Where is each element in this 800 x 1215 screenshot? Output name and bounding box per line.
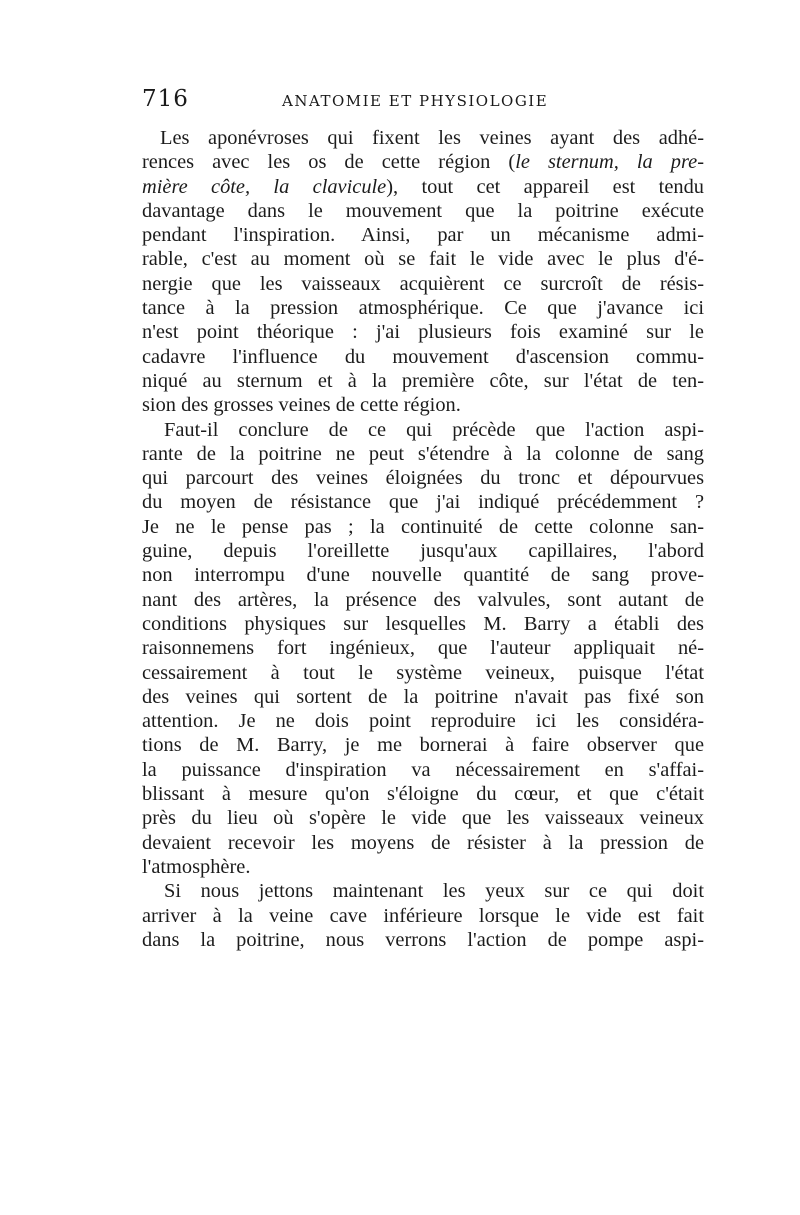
text-line: blissant à mesure qu'on s'éloigne du cœur, et que c'était <box>142 783 704 806</box>
body-text <box>142 126 704 952</box>
text-line: davantage dans le mouvement que la poitrine exécute <box>142 199 704 222</box>
text-line: raisonnemens fort ingénieux, que l'auteur appliquait né- <box>142 637 704 660</box>
text-line: sion des grosses veines de cette région. <box>142 394 461 417</box>
paragraph-2 <box>142 418 704 880</box>
page-header <box>142 86 704 116</box>
text-line: nant des artères, la présence des valvules, sont autant de <box>142 588 704 611</box>
running-title: ANATOMIE ET PHYSIOLOGIE <box>282 92 549 110</box>
text-line: près du lieu où s'opère le vide que les vaisseaux veineux <box>142 807 704 830</box>
text-line: Je ne le pense pas ; la continuité de cette colonne san- <box>142 515 704 538</box>
text-line: non interrompu d'une nouvelle quantité de sang prove- <box>142 564 704 587</box>
text-line: des veines qui sortent de la poitrine n'avait pas fixé son <box>142 685 704 708</box>
text-line: Si nous jettons maintenant les yeux sur ce qui doit <box>164 880 704 903</box>
text-line: qui parcourt des veines éloignées du tronc et dépourvues <box>142 467 704 490</box>
text-line: n'est point théorique : j'ai plusieurs fois examiné sur le <box>142 321 704 344</box>
text-line: l'atmosphère. <box>142 855 251 878</box>
text-line: dans la poitrine, nous verrons l'action de pompe aspi- <box>142 928 704 951</box>
text-line: tance à la pression atmosphérique. Ce que j'avance ici <box>142 297 704 320</box>
text-line: Faut-il conclure de ce qui précède que l'action aspi- <box>164 418 704 441</box>
paragraph-3 <box>142 879 704 952</box>
paragraph-1 <box>142 126 704 418</box>
text-line: arriver à la veine cave inférieure lorsque le vide est fait <box>142 904 704 927</box>
page-number: 716 <box>142 86 189 112</box>
text-line: la puissance d'inspiration va nécessairement en s'affai- <box>142 758 704 781</box>
text-line: cessairement à tout le système veineux, puisque l'état <box>142 661 704 684</box>
text-line: cadavre l'influence du mouvement d'ascension commu- <box>142 345 704 368</box>
text-line: rante de la poitrine ne peut s'étendre à la colonne de sang <box>142 442 704 465</box>
text-line: niqué au sternum et à la première côte, sur l'état de ten- <box>142 369 704 392</box>
text-line: rable, c'est au moment où se fait le vide avec le plus d'é- <box>142 248 704 271</box>
text-line: rences avec les os de cette région (le sternum, la pre- <box>142 151 704 174</box>
text-line: pendant l'inspiration. Ainsi, par un mécanisme admi- <box>142 224 704 247</box>
text-line: Les aponévroses qui fixent les veines ayant des adhé- <box>160 127 704 149</box>
text-line: tions de M. Barry, je me bornerai à faire observer que <box>142 734 704 757</box>
text-line: du moyen de résistance que j'ai indiqué précédemment ? <box>142 491 704 514</box>
text-line: mière côte, la clavicule), tout cet appareil est tendu <box>142 175 704 198</box>
text-line: conditions physiques sur lesquelles M. Barry a établi des <box>142 612 704 635</box>
text-line: guine, depuis l'oreillette jusqu'aux capillaires, l'abord <box>142 540 704 563</box>
text-line: devaient recevoir les moyens de résister à la pression de <box>142 831 704 854</box>
text-line: nergie que les vaisseaux acquièrent ce surcroît de résis- <box>142 272 704 295</box>
text-line: attention. Je ne dois point reproduire ici les considéra- <box>142 710 704 733</box>
